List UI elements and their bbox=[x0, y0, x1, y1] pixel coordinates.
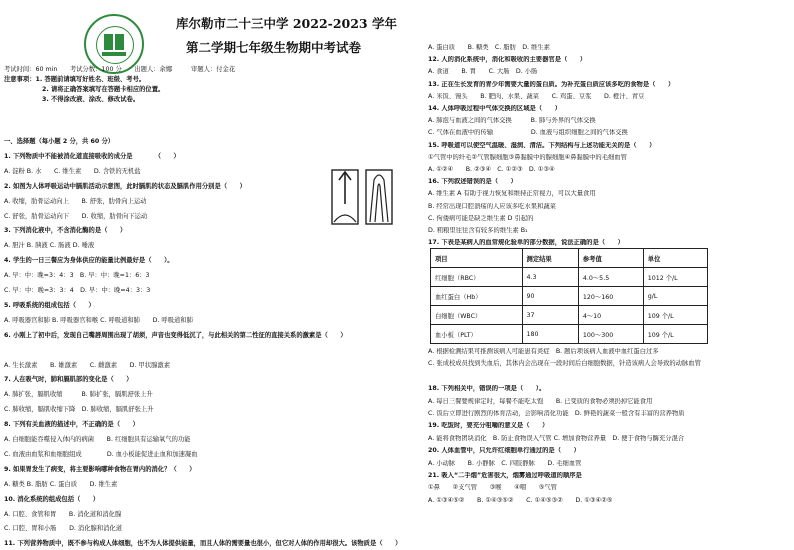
table-cell: 4～10 bbox=[578, 306, 643, 325]
question-line: 13. 正在生长发育的青少年需要大量的蛋白质。为补充蛋白质应该多吃的食物是（ ） bbox=[428, 80, 675, 88]
table-cell: 血红蛋白（Hb） bbox=[431, 287, 523, 306]
question-line: C. 口腔、胃和小肠 D. 消化腺和消化道 bbox=[4, 525, 123, 533]
question-line: 20. 人体血管中，只允许红细胞单行通过的是（ ） bbox=[428, 447, 580, 455]
table-cell: 37 bbox=[522, 306, 578, 325]
question-line: 17. 下表是某病人的血常规化验单的部分数据，说法正确的是（ ） bbox=[428, 239, 624, 247]
question-line: A. 胆汁 B. 胰液 C. 肠液 D. 唾液 bbox=[4, 242, 95, 250]
question-line: 15. 呼吸道可以使空气温暖、湿润、清洁。下列结构与上述功能无关的是（ ） bbox=[428, 141, 656, 149]
question-line: A. 维生素 A 有助于视力恢复和维持正常视力，可以大量食用 bbox=[428, 190, 596, 198]
question-line: 19. 吃饭时，要充分咀嚼的意义是（ ） bbox=[428, 422, 549, 430]
question-line: C. 饭后立即进行剧烈的体育活动，会影响消化功能 D. 鲜艳的蔬菜一般含有丰富的营养物质 bbox=[428, 410, 685, 417]
notice-1: 注意事项：1. 答题前请填写好姓名、班级、考号。 bbox=[4, 76, 146, 83]
question-line: C. 血液由血浆和血细胞组成 D. 血小板能促进止血和加速凝血 bbox=[4, 450, 198, 458]
table-cell: 120～160 bbox=[578, 287, 643, 306]
question-line: A. 呼吸器官和肺 B. 呼吸器官和喉 C. 呼吸道和肺 D. 呼吸道和肺 bbox=[4, 316, 193, 324]
question-line: A. 蛋白质 B. 糖类 C. 脂肪 D. 维生素 bbox=[428, 44, 550, 51]
question-line: A. 白细胞能吞噬侵入体内的病菌 B. 红细胞具有运输氧气的功能 bbox=[4, 436, 191, 443]
question-line: A. 小动脉 B. 小静脉 C. 四肢静脉 D. 毛细血管 bbox=[428, 459, 582, 467]
table-cell: g/L bbox=[643, 287, 707, 306]
right-column bbox=[424, 0, 794, 550]
question-line: 1. 下列物质中不能被消化道直接吸收的成分是 （ ） bbox=[4, 152, 180, 160]
question-line: 2. 如图为人体呼吸运动中膈肌活动示意图，此时膈肌的状态及膈肌作用分别是（ ） bbox=[4, 182, 246, 190]
question-line: A. ①③④⑤② B. ①④③⑤② C. ①④⑤③② D. ①③④②⑤ bbox=[428, 496, 613, 504]
question-line: A. 生长激素 B. 雄激素 C. 雌激素 D. 甲状腺激素 bbox=[4, 361, 171, 369]
question-line: A. 糖类 B. 脂肪 C. 蛋白质 D. 维生素 bbox=[4, 480, 118, 488]
table-row bbox=[431, 268, 708, 287]
question-line: A. 米饭、馒头 B. 肥肉、水果、蔬菜 C. 鸡蛋、豆浆 D. 橙汁、青豆 bbox=[428, 92, 645, 100]
diaphragm-figure bbox=[330, 164, 396, 228]
school-title: 库尔勒市二十三中学 2022-2023 学年 bbox=[176, 16, 397, 31]
question-line: A. 能将食物团块消化 B. 防止食物误入气管 C. 增加食物营养量 D. 便于食物与酶充分混合 bbox=[428, 434, 685, 442]
question-line: 14. 人体呼吸过程中气体交换的区域是（ ） bbox=[428, 105, 561, 112]
question-line: 10. 消化系统的组成包括（ ） bbox=[4, 495, 100, 503]
table-header-cell: 测定结果 bbox=[522, 249, 578, 268]
question-line: C. 气体在血液中的传输 D. 血液与组织细胞之间的气体交换 bbox=[428, 129, 628, 137]
question-line: A. ①②④ B. ②③④ C. ①②③ D. ①③④ bbox=[428, 166, 555, 173]
question-line: C. 佝偻病可能是缺乏维生素 D 引起的 bbox=[428, 214, 534, 222]
table-cell: 100～300 bbox=[578, 325, 643, 344]
question-line: 21. 吸入“二手烟”危害很大，烟雾通过呼吸道的顺序是 bbox=[428, 472, 582, 479]
question-line: A. 早：中：晚=3：4：3 B. 早：中：晚=1：6：3 bbox=[4, 272, 150, 280]
table-cell: 血小板（PLT） bbox=[431, 325, 523, 344]
question-line: 4. 学生的一日三餐应为身体供应的能量比例最好是（ ）。 bbox=[4, 257, 174, 265]
question-line: 3. 下列消化液中，不含消化酶的是（ ） bbox=[4, 227, 127, 235]
table-row bbox=[431, 306, 708, 325]
question-line: C. 舒张，肋骨运动向下 D. 收缩，肋骨向下运动 bbox=[4, 212, 148, 220]
table-header-cell: 参考值 bbox=[578, 249, 643, 268]
question-line: A. 收缩，肋骨运动向上 B. 舒张，肋骨向上运动 bbox=[4, 197, 147, 205]
question-line: C. 早：中：晚=3：3：4 D. 早：中：晚=4：3：3 bbox=[4, 287, 151, 294]
table-cell: 红细胞（RBC） bbox=[431, 268, 523, 287]
question-line: 5. 呼吸系统的组成包括（ ） bbox=[4, 301, 95, 309]
question-line: D. 粗粮里往往含有较多的维生素 B₁ bbox=[428, 227, 528, 234]
question-line: A. 肺扩张，膈肌收缩 B. 肺扩张，膈肌舒张上升 bbox=[4, 391, 153, 399]
school-logo bbox=[84, 14, 144, 74]
question-line: A. 食道 B. 胃 C. 大肠 D. 小肠 bbox=[428, 68, 538, 76]
question-line: 9. 如果胃发生了病变，将主要影响哪种食物在胃内的消化？（ ） bbox=[4, 465, 196, 473]
question-line: ①鼻 ②支气管 ③喉 ④咽 ⑤气管 bbox=[428, 484, 557, 492]
question-line: C. 张成校成员找到失血后，其体内会出现在一段时间后白细胞数据，针造该病人会导致的动脉血管 bbox=[428, 360, 701, 368]
question-line: 12. 人的消化系统中，消化和吸收的主要器官是（ ） bbox=[428, 56, 587, 64]
table-row bbox=[431, 287, 708, 306]
table-cell: 180 bbox=[522, 325, 578, 344]
question-line: 18. 下列相关中，错误的一项是（ ）。 bbox=[428, 385, 546, 393]
exam-meta: 考试时间：60 min 考试分数：100 分 出题人：余娜 审题人：付金花 bbox=[4, 66, 236, 73]
exam-title: 第二学期七年级生物期中考试卷 bbox=[186, 40, 362, 55]
table-cell: 4.0～5.5 bbox=[578, 268, 643, 287]
question-line: 11. 下列营养物质中，既不参与构成人体细胞，也不为人体提供能量，而且人体的需要量也很小，但它对人体的作用却很大。该物质是（ ） bbox=[4, 540, 402, 548]
question-line: A. 口腔、食管和胃 B. 消化道和消化腺 bbox=[4, 510, 122, 518]
question-line: ①气管中的纤毛②气管腺细胞③鼻黏膜中的腺细胞④鼻黏膜中的毛细血管 bbox=[428, 153, 627, 161]
table-cell: 4.3 bbox=[522, 268, 578, 287]
question-line: C. 肺收缩，膈肌收缩下降 D. 肺收缩，膈肌舒张上升 bbox=[4, 406, 154, 414]
notice-3: 3. 不得涂改液、涂改、修改试卷。 bbox=[42, 96, 140, 103]
table-header-row bbox=[431, 249, 708, 268]
table-cell: 1012 个/L bbox=[643, 268, 707, 287]
question-line: B. 经常出现口腔溃疡的人应该多吃水果和蔬菜 bbox=[428, 202, 556, 210]
question-line: A. 根据检测结果可推测该病人可能患有炎症 B. 题后项该病人血液中血红蛋白过多 bbox=[428, 348, 659, 355]
notice-2: 2. 请将正确答案填写在答题卡相应的位置。 bbox=[42, 86, 165, 93]
table-header-cell: 项目 bbox=[431, 249, 523, 268]
question-line: 6. 小刚上了初中后，发现自己嘴唇周围出现了胡须，声音也变得低沉了，与此相关的第二性征的直接关系的激素是（ ） bbox=[4, 331, 347, 339]
question-line: 8. 下列有关血液的描述中，不正确的是（ ） bbox=[4, 421, 139, 429]
table-cell: 109 个/L bbox=[643, 306, 707, 325]
table-cell: 109 个/L bbox=[643, 325, 707, 344]
table-cell: 90 bbox=[522, 287, 578, 306]
table-header-cell: 单位 bbox=[643, 249, 707, 268]
question-line: A. 每日三餐要规律定时，每餐不能吃太饱 B. 已变质的食物必须扔掉它能食用 bbox=[428, 397, 653, 405]
question-line: 16. 下列叙述错误的是（ ） bbox=[428, 178, 517, 186]
blood-test-table bbox=[430, 248, 708, 344]
question-line: A. 肺泡与血液之间的气体交换 B. 肺与外界的气体交换 bbox=[428, 117, 596, 125]
table-cell: 白细胞（WBC） bbox=[431, 306, 523, 325]
table-row bbox=[431, 325, 708, 344]
question-line: 一、选择题（每小题 2 分，共 60 分） bbox=[4, 138, 115, 145]
question-line: A. 淀粉 B. 水 C. 维生素 D. 含铁的无机盐 bbox=[4, 167, 141, 175]
question-line: 7. 人在吸气时，肺和膈肌部的变化是（ ） bbox=[4, 376, 133, 384]
